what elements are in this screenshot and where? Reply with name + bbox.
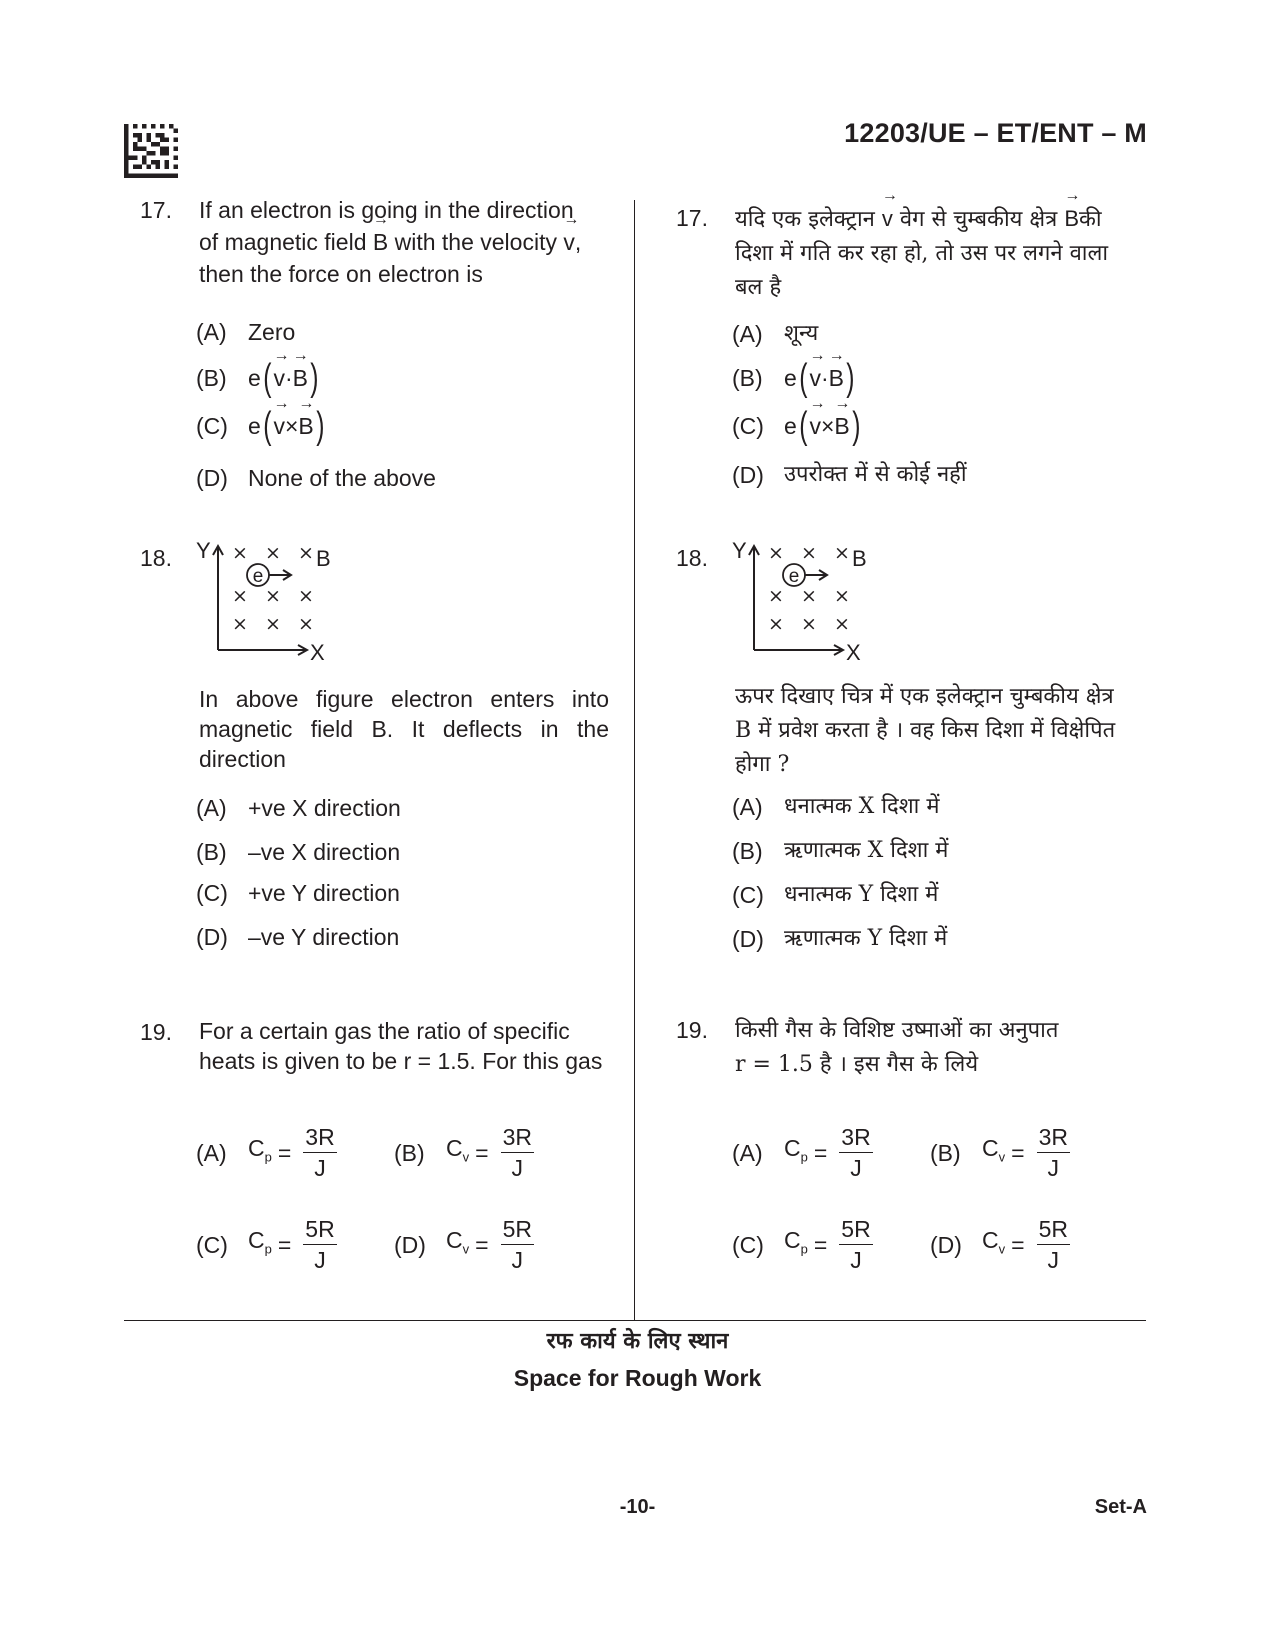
option-d: (D) $C_v$ = $\frac{5R}{J}$ <box>394 1216 532 1273</box>
qr-code <box>124 124 178 178</box>
cross-mark: × <box>801 585 817 607</box>
cross-mark: × <box>768 613 784 635</box>
cross-mark: × <box>834 613 850 635</box>
option-b: (B) $C_v$ = $\frac{3R}{J}$ <box>930 1124 1068 1181</box>
option-c: (C) e ( → v × → B ) <box>196 410 326 442</box>
axis-x-label: X <box>846 640 861 665</box>
option-c: (C) $C_p$ = $\frac{5R}{J}$ <box>196 1216 335 1273</box>
option-a: (A) Zero <box>196 319 296 345</box>
option-b: (B) $C_v$ = $\frac{3R}{J}$ <box>394 1124 532 1181</box>
cross-mark: × <box>265 542 281 564</box>
axis-x-label: X <box>310 640 325 665</box>
paper-code: 12203/UE – ET/ENT – M <box>844 118 1147 148</box>
question-text: ऊपर दिखाए चित्र में एक इलेक्ट्रान चुम्बकीय क्षेत्र B में प्रवेश करता है । वह किस दिशा में विक्षेपित होगा ? <box>735 684 1116 777</box>
option-c: (C) $C_p$ = $\frac{5R}{J}$ <box>732 1216 871 1273</box>
vector-B: → B <box>373 226 388 258</box>
option-c: (C) धनात्मक Y दिशा में <box>732 882 939 908</box>
field-label: B <box>852 546 867 571</box>
electron-label: e <box>788 566 800 587</box>
cross-mark: × <box>232 542 248 564</box>
rough-work-divider <box>124 1320 1146 1321</box>
option-b: (B) e ( → v · → B ) <box>196 362 321 394</box>
question-number: 18. <box>676 545 708 571</box>
option-a: (A) $C_p$ = $\frac{3R}{J}$ <box>196 1124 335 1181</box>
rough-work-heading: Space for Rough Work <box>513 1365 762 1391</box>
cross-mark: × <box>232 585 248 607</box>
electron-label: e <box>252 566 264 587</box>
cross-mark: × <box>834 542 850 564</box>
option-c: (C) e ( → v × → B ) <box>732 410 862 442</box>
cross-mark: × <box>265 585 281 607</box>
vector-v: → v <box>563 226 575 258</box>
vector-B: → B <box>1064 202 1079 236</box>
axis-y-label: Y <box>732 542 747 563</box>
vector-v: → v <box>882 202 893 236</box>
cross-mark: × <box>801 613 817 635</box>
cross-mark: × <box>232 613 248 635</box>
option-c: (C) +ve Y direction <box>196 880 400 906</box>
cross-mark: × <box>768 585 784 607</box>
question-text: If an electron is going in the direction of magnetic field → B with the velocity → v, then the force on electron is <box>199 194 609 290</box>
option-d: (D) $C_v$ = $\frac{5R}{J}$ <box>930 1216 1068 1273</box>
cross-mark: × <box>834 585 850 607</box>
option-b: (B) –ve X direction <box>196 839 401 865</box>
cross-mark: × <box>298 542 314 564</box>
question-text: यदि एक इलेक्ट्रान → v वेग से चुम्बकीय क्षेत्र → Bकी दिशा में गति कर रहा हो, तो उस पर लगने वाला बल है <box>735 202 1145 305</box>
option-d: (D) उपरोक्त में से कोई नहीं <box>732 462 967 488</box>
axis-y-label: Y <box>196 542 211 563</box>
question-number: 18. <box>140 545 172 571</box>
field-label: B <box>316 546 331 571</box>
option-a: (A) $C_p$ = $\frac{3R}{J}$ <box>732 1124 871 1181</box>
set-label: Set-A <box>1094 1496 1147 1518</box>
option-d: (D) –ve Y direction <box>196 924 400 950</box>
option-b: (B) ऋणात्मक X दिशा में <box>732 838 949 864</box>
rough-work-heading-hindi: रफ कार्य के लिए स्थान <box>546 1328 729 1354</box>
question-number: 19. <box>676 1017 708 1043</box>
column-divider <box>634 200 635 1320</box>
question-text: किसी गैस के विशिष्ट उष्माओं का अनुपात r = 1.5 है । इस गैस के लिये <box>735 1018 1059 1077</box>
cross-mark: × <box>298 585 314 607</box>
cross-mark: × <box>768 542 784 564</box>
question-number: 19. <box>140 1019 172 1045</box>
cross-mark: × <box>298 613 314 635</box>
magnetic-field-figure <box>732 542 882 672</box>
cross-mark: × <box>801 542 817 564</box>
option-a: (A) +ve X direction <box>196 795 401 821</box>
question-number: 17. <box>140 197 172 223</box>
magnetic-field-figure <box>196 542 346 672</box>
option-a: (A) शून्य <box>732 321 819 347</box>
question-text: For a certain gas the ratio of specific heats is given to be r = 1.5. For this gas <box>199 1018 603 1074</box>
option-d: (D) ऋणात्मक Y दिशा में <box>732 926 948 952</box>
option-a: (A) धनात्मक X दिशा में <box>732 794 940 820</box>
question-number: 17. <box>676 205 708 231</box>
page-number: -10- <box>619 1496 656 1518</box>
cross-mark: × <box>265 613 281 635</box>
option-b: (B) e ( → v · → B ) <box>732 362 857 394</box>
option-d: (D) None of the above <box>196 465 436 491</box>
question-text: In above figure electron enters into magnetic field B. It deflects in the direction <box>199 686 609 772</box>
